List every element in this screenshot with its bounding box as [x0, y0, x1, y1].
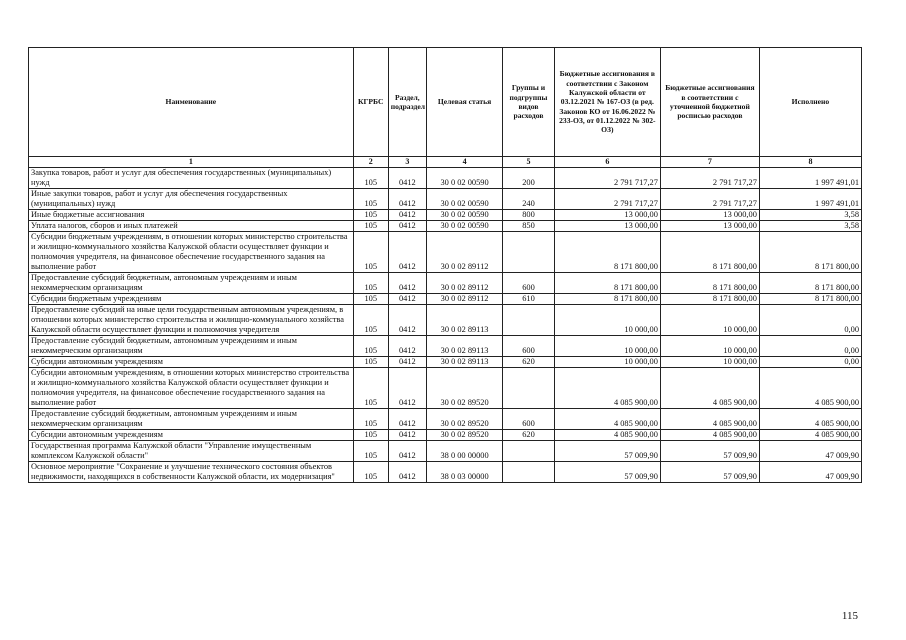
row-section-cell: 0412 — [388, 441, 426, 462]
row-name-cell: Субсидии автономным учреждениям — [29, 357, 354, 368]
table-row — [29, 221, 862, 232]
table-row — [29, 336, 862, 357]
row-law-amount-cell: 13 000,00 — [554, 221, 660, 232]
row-refined-amount-cell: 57 009,90 — [660, 441, 759, 462]
row-refined-amount-cell: 10 000,00 — [660, 357, 759, 368]
page-number: 115 — [841, 610, 858, 622]
row-law-amount-cell: 4 085 900,00 — [554, 368, 660, 409]
row-name-cell: Основное мероприятие "Сохранение и улучшение технического состояния объектов недвижимости, находящихся в собственности Калужской области, их модернизация" — [29, 462, 354, 483]
row-refined-amount-cell: 4 085 900,00 — [660, 409, 759, 430]
row-section-cell: 0412 — [388, 305, 426, 336]
row-target-cell: 30 0 02 00590 — [426, 168, 502, 189]
row-executed-amount-cell: 0,00 — [759, 305, 861, 336]
row-executed-amount-cell: 1 997 491,01 — [759, 189, 861, 210]
table-row — [29, 273, 862, 294]
row-name-cell: Предоставление субсидий бюджетным, автономным учреждениям и иным некоммерческим организациям — [29, 336, 354, 357]
row-executed-amount-cell: 4 085 900,00 — [759, 430, 861, 441]
row-name-cell: Государственная программа Калужской области "Управление имущественным комплексом Калужской области" — [29, 441, 354, 462]
row-name-cell: Иные закупки товаров, работ и услуг для обеспечения государственных (муниципальных) нужд — [29, 189, 354, 210]
row-refined-amount-cell: 8 171 800,00 — [660, 294, 759, 305]
row-section-cell: 0412 — [388, 210, 426, 221]
budget-table — [28, 47, 862, 483]
row-group-cell: 800 — [503, 210, 555, 221]
row-law-amount-cell: 8 171 800,00 — [554, 294, 660, 305]
row-kgrbs-cell: 105 — [353, 210, 388, 221]
table-row — [29, 430, 862, 441]
table-header-row — [29, 48, 862, 157]
row-section-cell: 0412 — [388, 168, 426, 189]
row-section-cell: 0412 — [388, 357, 426, 368]
row-group-cell — [503, 462, 555, 483]
column-number: 5 — [503, 157, 555, 168]
row-group-cell: 600 — [503, 336, 555, 357]
row-refined-amount-cell: 4 085 900,00 — [660, 368, 759, 409]
column-number: 8 — [759, 157, 861, 168]
row-kgrbs-cell: 105 — [353, 357, 388, 368]
column-number: 1 — [29, 157, 354, 168]
row-section-cell: 0412 — [388, 232, 426, 273]
row-executed-amount-cell: 47 009,90 — [759, 441, 861, 462]
row-name-cell: Субсидии бюджетным учреждениям, в отношении которых министерство строительства и жилищно-коммунального хозяйства Калужской области осуществляет функции и полномочия учредителя, на финансовое обеспечение государственного задания на выполнение работ — [29, 232, 354, 273]
row-law-amount-cell: 4 085 900,00 — [554, 430, 660, 441]
column-number-row — [29, 157, 862, 168]
row-section-cell: 0412 — [388, 336, 426, 357]
row-executed-amount-cell: 3,58 — [759, 221, 861, 232]
row-law-amount-cell: 8 171 800,00 — [554, 273, 660, 294]
row-target-cell: 30 0 02 89520 — [426, 430, 502, 441]
row-name-cell: Предоставление субсидий бюджетным, автономным учреждениям и иным некоммерческим организациям — [29, 273, 354, 294]
row-group-cell — [503, 232, 555, 273]
row-law-amount-cell: 10 000,00 — [554, 305, 660, 336]
row-kgrbs-cell: 105 — [353, 221, 388, 232]
row-name-cell: Субсидии автономным учреждениям, в отношении которых министерство строительства и жилищно-коммунального хозяйства Калужской области осуществляет функции и полномочия учредителя, на финансовое обеспечение государственного задания на выполнение работ — [29, 368, 354, 409]
table-row — [29, 357, 862, 368]
row-refined-amount-cell: 57 009,90 — [660, 462, 759, 483]
table-row — [29, 294, 862, 305]
column-number: 2 — [353, 157, 388, 168]
row-group-cell — [503, 441, 555, 462]
row-name-cell: Уплата налогов, сборов и иных платежей — [29, 221, 354, 232]
row-kgrbs-cell: 105 — [353, 168, 388, 189]
row-kgrbs-cell: 105 — [353, 232, 388, 273]
row-executed-amount-cell: 8 171 800,00 — [759, 273, 861, 294]
row-name-cell: Закупка товаров, работ и услуг для обеспечения государственных (муниципальных) нужд — [29, 168, 354, 189]
header-refined-assignments: Бюджетные ассигнования в соответствии с уточненной бюджетной росписью расходов — [660, 48, 759, 157]
row-executed-amount-cell: 4 085 900,00 — [759, 409, 861, 430]
row-executed-amount-cell: 8 171 800,00 — [759, 294, 861, 305]
column-number: 6 — [554, 157, 660, 168]
row-group-cell: 620 — [503, 357, 555, 368]
row-target-cell: 30 0 02 89113 — [426, 357, 502, 368]
row-target-cell: 30 0 02 00590 — [426, 221, 502, 232]
row-kgrbs-cell: 105 — [353, 368, 388, 409]
row-target-cell: 30 0 02 89112 — [426, 273, 502, 294]
table-row — [29, 462, 862, 483]
column-number: 7 — [660, 157, 759, 168]
row-target-cell: 30 0 02 89520 — [426, 409, 502, 430]
header-name: Наименование — [29, 48, 354, 157]
row-executed-amount-cell: 0,00 — [759, 357, 861, 368]
header-kgrbs: КГРБС — [353, 48, 388, 157]
row-section-cell: 0412 — [388, 409, 426, 430]
row-executed-amount-cell: 1 997 491,01 — [759, 168, 861, 189]
table-row — [29, 368, 862, 409]
row-target-cell: 30 0 02 89113 — [426, 336, 502, 357]
budget-table-sheet — [28, 47, 862, 483]
column-number: 3 — [388, 157, 426, 168]
row-target-cell: 30 0 02 00590 — [426, 189, 502, 210]
row-name-cell: Иные бюджетные ассигнования — [29, 210, 354, 221]
row-kgrbs-cell: 105 — [353, 305, 388, 336]
row-section-cell: 0412 — [388, 368, 426, 409]
row-law-amount-cell: 8 171 800,00 — [554, 232, 660, 273]
row-section-cell: 0412 — [388, 273, 426, 294]
row-name-cell: Предоставление субсидий на иные цели государственным автономным учреждениям, в отношении которых министерство строительства и жилищно-коммунального хозяйства Калужской области осуществляет функции и полномочия учредителя — [29, 305, 354, 336]
row-law-amount-cell: 57 009,90 — [554, 441, 660, 462]
row-refined-amount-cell: 13 000,00 — [660, 221, 759, 232]
row-kgrbs-cell: 105 — [353, 189, 388, 210]
row-group-cell — [503, 305, 555, 336]
table-row — [29, 441, 862, 462]
row-executed-amount-cell: 3,58 — [759, 210, 861, 221]
row-section-cell: 0412 — [388, 462, 426, 483]
row-name-cell: Предоставление субсидий бюджетным, автономным учреждениям и иным некоммерческим организациям — [29, 409, 354, 430]
row-section-cell: 0412 — [388, 189, 426, 210]
row-law-amount-cell: 57 009,90 — [554, 462, 660, 483]
header-groups: Группы и подгруппы видов расходов — [503, 48, 555, 157]
row-target-cell: 30 0 02 89520 — [426, 368, 502, 409]
row-group-cell — [503, 368, 555, 409]
row-refined-amount-cell: 8 171 800,00 — [660, 232, 759, 273]
row-refined-amount-cell: 10 000,00 — [660, 305, 759, 336]
row-target-cell: 30 0 02 89113 — [426, 305, 502, 336]
row-kgrbs-cell: 105 — [353, 336, 388, 357]
header-target: Целевая статья — [426, 48, 502, 157]
row-refined-amount-cell: 2 791 717,27 — [660, 189, 759, 210]
row-refined-amount-cell: 10 000,00 — [660, 336, 759, 357]
row-group-cell: 610 — [503, 294, 555, 305]
row-kgrbs-cell: 105 — [353, 294, 388, 305]
row-law-amount-cell: 10 000,00 — [554, 357, 660, 368]
row-kgrbs-cell: 105 — [353, 409, 388, 430]
row-target-cell: 30 0 02 00590 — [426, 210, 502, 221]
row-name-cell: Субсидии автономным учреждениям — [29, 430, 354, 441]
row-refined-amount-cell: 13 000,00 — [660, 210, 759, 221]
row-law-amount-cell: 2 791 717,27 — [554, 168, 660, 189]
row-kgrbs-cell: 105 — [353, 430, 388, 441]
row-refined-amount-cell: 2 791 717,27 — [660, 168, 759, 189]
row-executed-amount-cell: 47 009,90 — [759, 462, 861, 483]
row-target-cell: 38 0 03 00000 — [426, 462, 502, 483]
row-kgrbs-cell: 105 — [353, 273, 388, 294]
row-section-cell: 0412 — [388, 221, 426, 232]
row-section-cell: 0412 — [388, 294, 426, 305]
row-section-cell: 0412 — [388, 430, 426, 441]
row-kgrbs-cell: 105 — [353, 441, 388, 462]
table-row — [29, 168, 862, 189]
row-target-cell: 30 0 02 89112 — [426, 232, 502, 273]
row-executed-amount-cell: 4 085 900,00 — [759, 368, 861, 409]
row-executed-amount-cell: 0,00 — [759, 336, 861, 357]
table-row — [29, 210, 862, 221]
row-name-cell: Субсидии бюджетным учреждениям — [29, 294, 354, 305]
table-row — [29, 232, 862, 273]
row-group-cell: 620 — [503, 430, 555, 441]
row-group-cell: 850 — [503, 221, 555, 232]
row-group-cell: 200 — [503, 168, 555, 189]
table-row — [29, 409, 862, 430]
row-law-amount-cell: 2 791 717,27 — [554, 189, 660, 210]
header-executed: Исполнено — [759, 48, 861, 157]
row-group-cell: 600 — [503, 273, 555, 294]
row-executed-amount-cell: 8 171 800,00 — [759, 232, 861, 273]
table-row — [29, 305, 862, 336]
row-group-cell: 600 — [503, 409, 555, 430]
header-section: Раздел, подраздел — [388, 48, 426, 157]
row-law-amount-cell: 10 000,00 — [554, 336, 660, 357]
row-law-amount-cell: 13 000,00 — [554, 210, 660, 221]
row-target-cell: 30 0 02 89112 — [426, 294, 502, 305]
row-law-amount-cell: 4 085 900,00 — [554, 409, 660, 430]
table-row — [29, 189, 862, 210]
row-target-cell: 38 0 00 00000 — [426, 441, 502, 462]
header-law-assignments: Бюджетные ассигнования в соответствии с Законом Калужской области от 03.12.2021 № 167-ОЗ (в ред. Законов КО от 16.06.2022 № 233-ОЗ, от 01.12.2022 № 302-ОЗ) — [554, 48, 660, 157]
row-refined-amount-cell: 8 171 800,00 — [660, 273, 759, 294]
row-refined-amount-cell: 4 085 900,00 — [660, 430, 759, 441]
row-kgrbs-cell: 105 — [353, 462, 388, 483]
row-group-cell: 240 — [503, 189, 555, 210]
column-number: 4 — [426, 157, 502, 168]
